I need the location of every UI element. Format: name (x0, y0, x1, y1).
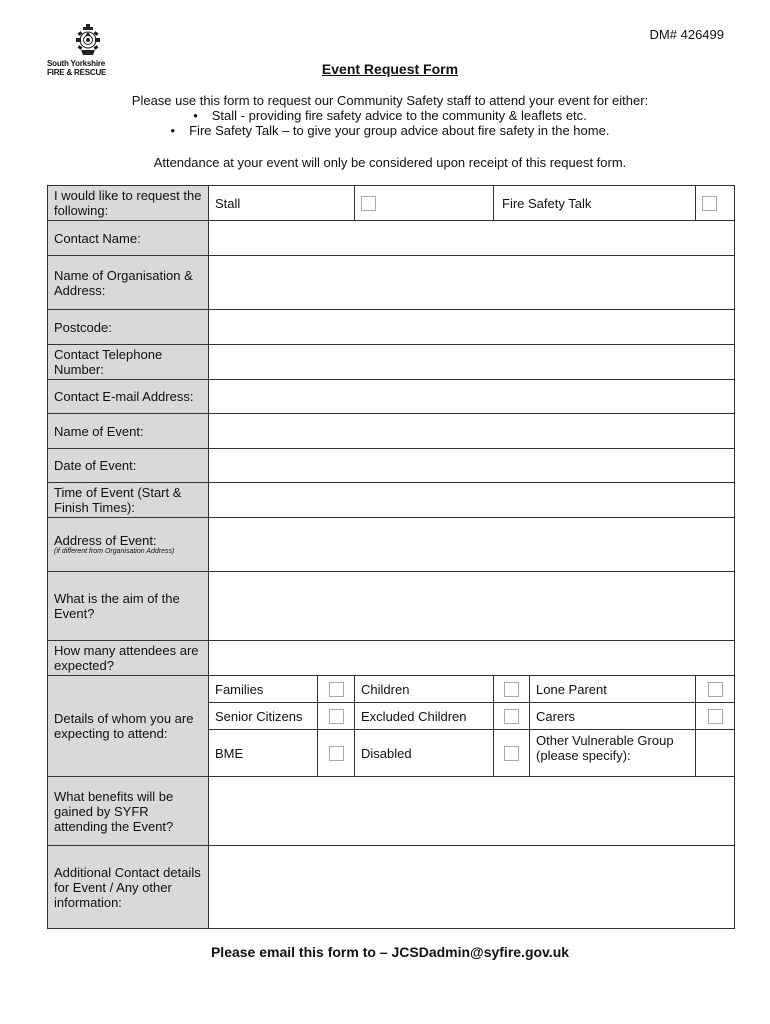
intro-bullets (0, 108, 770, 138)
group-senior-label: Senior Citizens (209, 703, 318, 730)
details-label: Details of whom you are expecting to attend: (48, 676, 209, 777)
group-other-label: Other Vulnerable Group (please specify): (530, 730, 696, 777)
attendees-label: How many attendees are expected? (48, 641, 209, 676)
families-checkbox[interactable] (329, 682, 344, 697)
other-specify-field[interactable] (696, 730, 735, 777)
event-time-field[interactable] (209, 483, 735, 518)
group-lone-parent-label: Lone Parent (530, 676, 696, 703)
intro-text (0, 93, 770, 138)
excluded-checkbox[interactable] (504, 709, 519, 724)
request-row (48, 186, 735, 221)
event-date-label: Date of Event: (48, 449, 209, 483)
senior-checkbox[interactable] (329, 709, 344, 724)
event-name-field[interactable] (209, 414, 735, 449)
email-instruction: Please email this form to – JCSDadmin@syfire.gov.uk (210, 944, 570, 960)
additional-field[interactable] (209, 846, 735, 929)
talk-checkbox[interactable] (702, 196, 717, 211)
email-label: Contact E-mail Address: (48, 380, 209, 414)
telephone-field[interactable] (209, 345, 735, 380)
stall-checkbox[interactable] (361, 196, 376, 211)
aim-field[interactable] (209, 572, 735, 641)
carers-checkbox[interactable] (708, 709, 723, 724)
organisation-label: Name of Organisation & Address: (48, 256, 209, 310)
group-families-label: Families (209, 676, 318, 703)
option-stall-label: Stall (209, 186, 355, 221)
benefits-label: What benefits will be gained by SYFR attending the Event? (48, 777, 209, 846)
event-address-note: (if different from Organisation Address) (54, 548, 175, 555)
telephone-label: Contact Telephone Number: (48, 345, 209, 380)
aim-label: What is the aim of the Event? (48, 572, 209, 641)
request-label: I would like to request the following: (48, 186, 209, 221)
page-title: Event Request Form (321, 61, 459, 77)
event-address-label: Address of Event: (54, 533, 157, 548)
group-excluded-label: Excluded Children (355, 703, 494, 730)
benefits-field[interactable] (209, 777, 735, 846)
event-address-cell (48, 518, 209, 572)
group-carers-label: Carers (530, 703, 696, 730)
group-children-label: Children (355, 676, 494, 703)
org-name-line2: FIRE & RESCUE (47, 68, 107, 77)
children-checkbox[interactable] (504, 682, 519, 697)
document-reference: DM# 426499 (649, 27, 724, 42)
fire-crest-icon (73, 23, 103, 57)
stall-checkbox-cell[interactable] (355, 186, 494, 221)
families-checkbox-cell[interactable] (318, 676, 355, 703)
group-disabled-label: Disabled (355, 730, 494, 777)
postcode-label: Postcode: (48, 310, 209, 345)
organisation-field[interactable] (209, 256, 735, 310)
contact-name-field[interactable] (209, 221, 735, 256)
intro-line: Please use this form to request our Community Safety staff to attend your event for either: (131, 93, 649, 108)
talk-checkbox-cell[interactable] (696, 186, 735, 221)
org-name-line1: South Yorkshire (47, 59, 106, 68)
postcode-field[interactable] (209, 310, 735, 345)
event-address-field[interactable] (209, 518, 735, 572)
disabled-checkbox-cell[interactable] (494, 730, 530, 777)
bme-checkbox-cell[interactable] (318, 730, 355, 777)
event-date-field[interactable] (209, 449, 735, 483)
excluded-checkbox-cell[interactable] (494, 703, 530, 730)
bullet-talk: • Fire Safety Talk – to give your group advice about fire safety in the home. (0, 123, 770, 138)
attendance-note: Attendance at your event will only be considered upon receipt of this request form. (153, 155, 627, 170)
lone-parent-checkbox-cell[interactable] (696, 676, 735, 703)
option-talk-label: Fire Safety Talk (494, 186, 696, 221)
event-time-label: Time of Event (Start & Finish Times): (48, 483, 209, 518)
bme-checkbox[interactable] (329, 746, 344, 761)
group-bme-label: BME (209, 730, 318, 777)
contact-name-label: Contact Name: (48, 221, 209, 256)
disabled-checkbox[interactable] (504, 746, 519, 761)
children-checkbox-cell[interactable] (494, 676, 530, 703)
event-request-table (47, 185, 735, 929)
carers-checkbox-cell[interactable] (696, 703, 735, 730)
event-name-label: Name of Event: (48, 414, 209, 449)
bullet-stall: • Stall - providing fire safety advice to the community & leaflets etc. (0, 108, 770, 123)
additional-label: Additional Contact details for Event / Any other information: (48, 846, 209, 929)
lone-parent-checkbox[interactable] (708, 682, 723, 697)
attendees-field[interactable] (209, 641, 735, 676)
senior-checkbox-cell[interactable] (318, 703, 355, 730)
email-field[interactable] (209, 380, 735, 414)
